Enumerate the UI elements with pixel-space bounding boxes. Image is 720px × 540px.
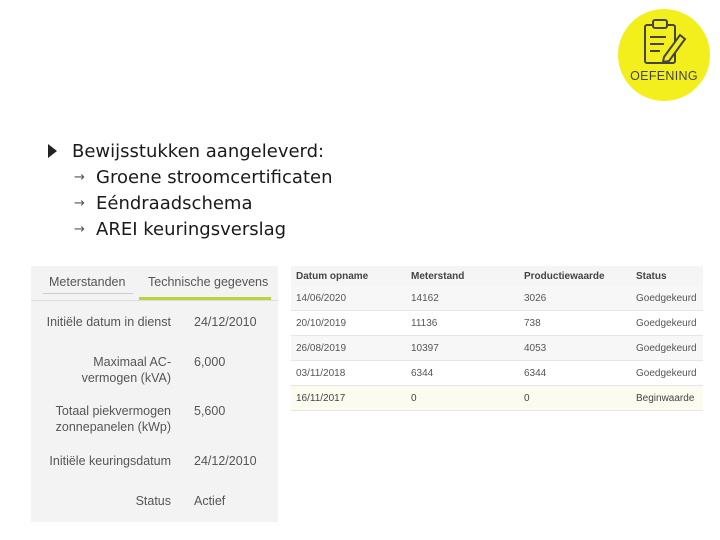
meter-readings-table (291, 266, 703, 411)
arrow-right-icon: → (74, 169, 85, 185)
table-cell: 03/11/2018 (291, 361, 406, 386)
table-cell: 14/06/2020 (291, 286, 406, 311)
property-value: 5,600 (194, 404, 226, 418)
table-row[interactable] (291, 311, 703, 336)
table-cell: Goedgekeurd (631, 286, 703, 311)
table-row[interactable] (291, 286, 703, 311)
table-cell: 20/10/2019 (291, 311, 406, 336)
table-cell: 16/11/2017 (291, 386, 406, 411)
table-cell: Goedgekeurd (631, 336, 703, 361)
table-row[interactable] (291, 361, 703, 386)
table-cell: 6344 (519, 361, 631, 386)
property-value: 6,000 (194, 355, 226, 369)
table-header-row (291, 266, 703, 286)
table-cell: 26/08/2019 (291, 336, 406, 361)
meter-readings-table-panel (291, 266, 703, 411)
table-cell: 6344 (406, 361, 519, 386)
sub-bullet (74, 164, 332, 190)
property-label: Status (135, 494, 171, 508)
table-cell: 0 (406, 386, 519, 411)
arrow-right-icon: → (74, 221, 85, 237)
technical-details-panel (31, 266, 278, 522)
active-tab-indicator (139, 297, 271, 300)
property-label: Initiële keuringsdatum (49, 454, 171, 468)
table-cell: 0 (519, 386, 631, 411)
tab-technische-gegevens[interactable]: Technische gegevens (148, 275, 269, 289)
clipboard-pencil-icon (642, 17, 688, 67)
table-row[interactable] (291, 336, 703, 361)
tab-bar (31, 266, 278, 301)
bullet-title: Bewijsstukken aangeleverd: (72, 140, 325, 162)
column-header-meterstand[interactable]: Meterstand (406, 266, 519, 286)
property-label (82, 354, 171, 386)
table-row[interactable] (291, 386, 703, 411)
table-cell: Beginwaarde (631, 386, 703, 411)
column-header-productiewaarde[interactable]: Productiewaarde (519, 266, 631, 286)
property-label: Initiële datum in dienst (46, 315, 171, 329)
property-label-line: Maximaal AC- (93, 355, 171, 369)
table-cell: Goedgekeurd (631, 361, 703, 386)
table-cell: 14162 (406, 286, 519, 311)
table-cell: 4053 (519, 336, 631, 361)
sub-bullet-text: AREI keuringsverslag (96, 218, 287, 240)
oefening-badge (618, 9, 710, 101)
tab-meterstanden[interactable]: Meterstanden (49, 275, 126, 289)
property-label-line: vermogen (kVA) (81, 371, 171, 385)
arrow-right-icon: → (74, 195, 85, 211)
table-cell: 738 (519, 311, 631, 336)
sub-bullet (74, 216, 332, 242)
bullet-list (48, 138, 332, 242)
property-label (56, 403, 171, 435)
table-cell: 3026 (519, 286, 631, 311)
table-cell: 10397 (406, 336, 519, 361)
sub-bullet-text: Eéndraadschema (96, 192, 253, 214)
property-value: Actief (194, 494, 226, 508)
column-header-datum[interactable]: Datum opname (291, 266, 406, 286)
property-label-line: zonnepanelen (kWp) (55, 420, 171, 434)
sub-bullet-text: Groene stroomcertificaten (96, 166, 333, 188)
property-value: 24/12/2010 (194, 454, 257, 468)
column-header-status[interactable]: Status (631, 266, 703, 286)
property-value: 24/12/2010 (194, 315, 257, 329)
main-bullet (48, 138, 332, 164)
sub-bullet (74, 190, 332, 216)
tab-divider (43, 293, 133, 294)
badge-label: OEFENING (630, 69, 698, 83)
triangle-bullet-icon (48, 144, 57, 158)
table-cell: Goedgekeurd (631, 311, 703, 336)
property-label-line: Totaal piekvermogen (55, 404, 171, 418)
table-cell: 11136 (406, 311, 519, 336)
